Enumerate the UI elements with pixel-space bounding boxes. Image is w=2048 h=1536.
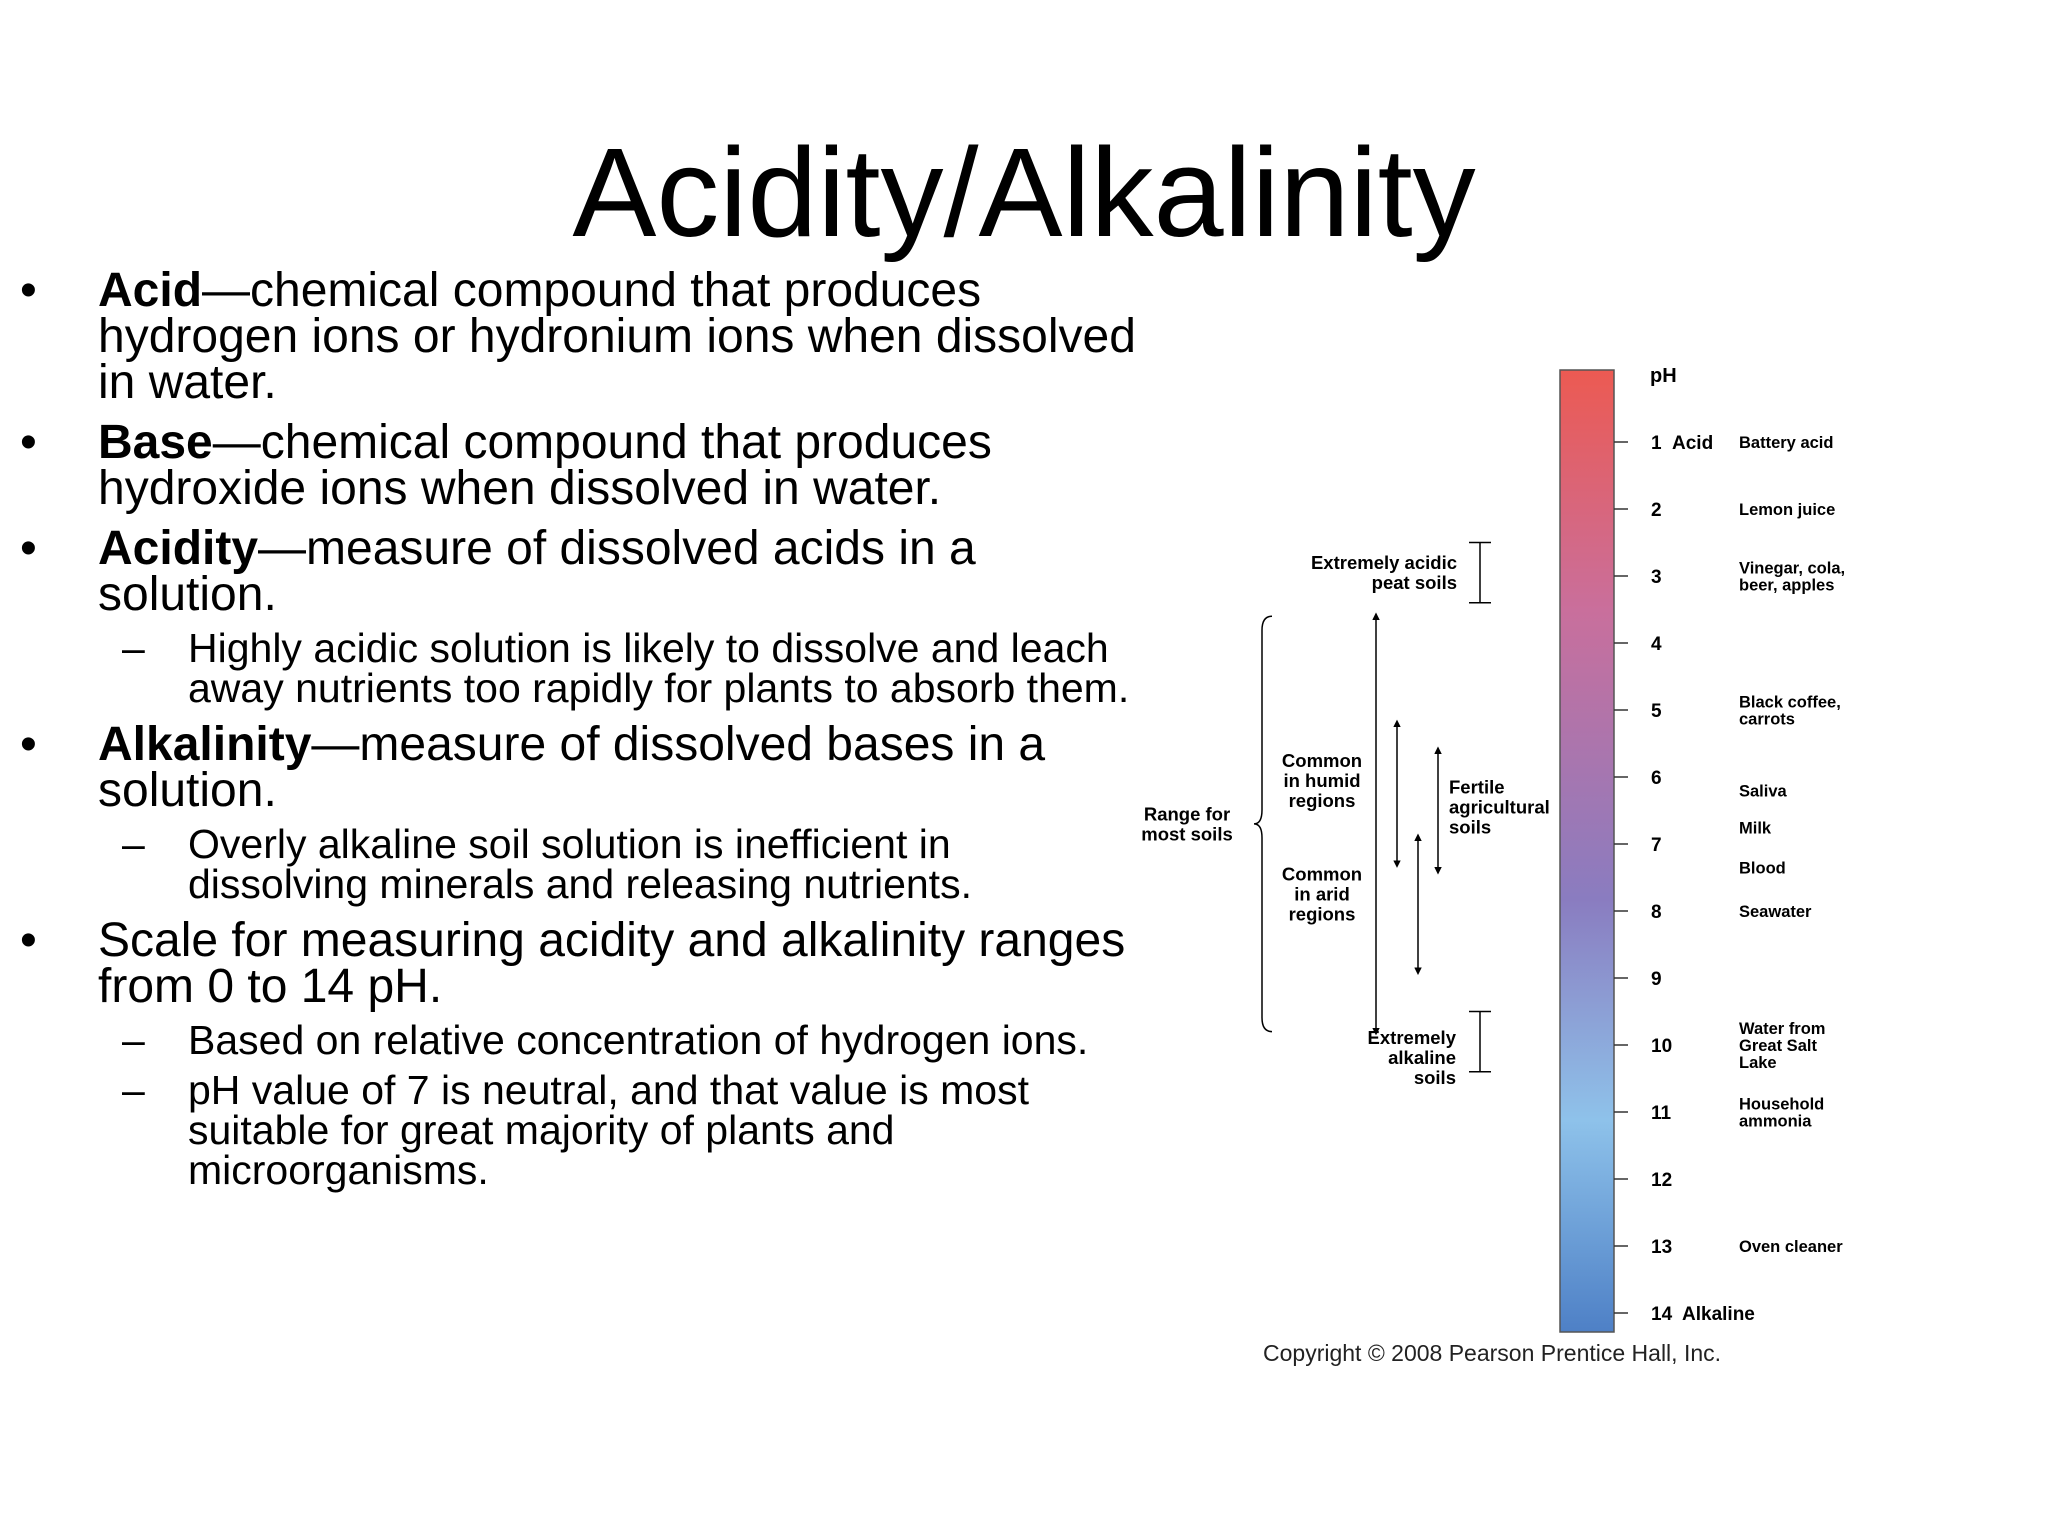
- ph-example: carrots: [1739, 710, 1795, 729]
- ph-example: Seawater: [1739, 902, 1812, 921]
- sub-bullet-acidity: [0, 625, 1140, 711]
- ph-example: Household: [1739, 1095, 1825, 1114]
- ph-tick-label: 11: [1651, 1103, 1672, 1124]
- ph-tick-label: 3: [1651, 567, 1662, 588]
- label-extremely-alkaline: soils: [1413, 1067, 1456, 1089]
- bullet-acidity: [0, 522, 1140, 621]
- bullet-dot: •: [20, 416, 37, 469]
- label-arid-regions: regions: [1288, 903, 1356, 925]
- term-alkalinity: Alkalinity: [98, 718, 312, 771]
- sub-bullet-text: Overly alkaline soil solution is inefficient in dissolving minerals and releasing nutrients.: [188, 821, 972, 907]
- bullet-dot: •: [20, 264, 37, 317]
- scale-text: Scale for measuring acidity and alkalinity ranges from 0 to 14 pH.: [98, 914, 1126, 1013]
- ph-tick-label: 4: [1651, 634, 1662, 655]
- label-extremely-alkaline: Extremely: [1367, 1027, 1456, 1049]
- ph-scale-figure: [1140, 360, 1920, 1380]
- bullet-base: [0, 416, 1140, 515]
- ph-tick-tag: Alkaline: [1682, 1304, 1755, 1325]
- ph-tick-label: 5: [1651, 701, 1662, 722]
- definition-alkalinity: —measure of dissolved bases in a solution.: [98, 718, 1046, 817]
- slide-title: Acidity/Alkalinity: [572, 122, 1476, 263]
- ph-example: Lemon juice: [1739, 500, 1836, 519]
- sub-bullet-dash: –: [122, 821, 145, 867]
- ph-example: Vinegar, cola,: [1739, 559, 1846, 578]
- sub-bullet-scale-1: [0, 1017, 1140, 1063]
- definition-acidity: —measure of dissolved acids in a solution.: [98, 522, 976, 621]
- sub-bullet-alkalinity: [0, 821, 1140, 907]
- label-arid-regions: Common: [1281, 863, 1363, 885]
- bullet-dot: •: [20, 718, 37, 771]
- ph-tick-label: 8: [1651, 902, 1662, 923]
- bullet-scale: [0, 914, 1140, 1013]
- term-acidity: Acidity: [98, 522, 259, 575]
- bullet-alkalinity: [0, 718, 1140, 817]
- ph-example: Battery acid: [1739, 433, 1834, 452]
- ph-tick-label: 7: [1651, 835, 1662, 856]
- term-base: Base: [98, 416, 213, 469]
- ph-example: Water from: [1739, 1019, 1826, 1038]
- label-extremely-acidic: peat soils: [1371, 572, 1457, 594]
- label-humid-regions: Common: [1281, 749, 1363, 771]
- label-range-most-soils: most soils: [1141, 823, 1233, 845]
- label-fertile-soils: agricultural: [1449, 796, 1550, 818]
- ph-tick-label: 2: [1651, 500, 1662, 521]
- ph-example: beer, apples: [1739, 576, 1835, 595]
- ph-tick-label: 9: [1651, 969, 1662, 990]
- bullet-acid: [0, 264, 1140, 409]
- bullet-list: [0, 264, 1140, 1193]
- ph-tick-label: 13: [1651, 1237, 1673, 1258]
- sub-bullet-scale-2: [0, 1067, 1140, 1193]
- ph-tick-label: 12: [1651, 1170, 1673, 1191]
- label-extremely-alkaline: alkaline: [1388, 1047, 1456, 1069]
- ph-tick-label: 10: [1651, 1036, 1673, 1057]
- definition-base: —chemical compound that produces hydroxide ions when dissolved in water.: [98, 416, 992, 515]
- label-humid-regions: in humid: [1283, 769, 1361, 791]
- ph-tick-label: 14: [1651, 1304, 1673, 1325]
- sub-bullet-dash: –: [122, 1017, 145, 1063]
- ph-example: Oven cleaner: [1739, 1237, 1843, 1256]
- sub-bullet-dash: –: [122, 625, 145, 671]
- ph-example: Great Salt: [1739, 1036, 1817, 1055]
- bullet-dot: •: [20, 914, 37, 967]
- ph-example: Black coffee,: [1739, 693, 1841, 712]
- sub-bullet-text: Highly acidic solution is likely to dissolve and leach away nutrients too rapidly for plants to absorb them.: [188, 625, 1130, 711]
- label-fertile-soils: soils: [1449, 816, 1492, 838]
- ph-example: Saliva: [1739, 782, 1787, 801]
- ph-axis-label: pH: [1650, 365, 1677, 387]
- label-extremely-acidic: Extremely acidic: [1310, 552, 1457, 574]
- range-brace: [1254, 616, 1272, 1031]
- ph-scale-diagram: [1140, 360, 1920, 1380]
- ph-example: Lake: [1739, 1053, 1777, 1072]
- ph-example: Blood: [1739, 859, 1786, 878]
- ph-tick-label: 1: [1651, 433, 1662, 454]
- ph-color-bar: [1560, 370, 1614, 1332]
- label-fertile-soils: Fertile: [1449, 776, 1505, 798]
- ph-tick-tag: Acid: [1672, 433, 1714, 454]
- definition-acid: —chemical compound that produces hydrogen ions or hydronium ions when dissolved in water.: [98, 264, 1136, 409]
- term-acid: Acid: [98, 264, 203, 317]
- ph-example: Milk: [1739, 819, 1772, 838]
- bullet-dot: •: [20, 522, 37, 575]
- ph-example: ammonia: [1739, 1112, 1812, 1131]
- sub-bullet-text: pH value of 7 is neutral, and that value is most suitable for great majority of plants and microorganisms.: [188, 1067, 1029, 1193]
- label-range-most-soils: Range for: [1143, 803, 1231, 825]
- sub-bullet-dash: –: [122, 1067, 145, 1113]
- label-humid-regions: regions: [1288, 789, 1356, 811]
- sub-bullet-text: Based on relative concentration of hydrogen ions.: [188, 1017, 1089, 1063]
- label-arid-regions: in arid: [1294, 883, 1350, 905]
- copyright-notice: Copyright © 2008 Pearson Prentice Hall, Inc.: [1263, 1340, 1722, 1366]
- ph-tick-label: 6: [1651, 768, 1662, 789]
